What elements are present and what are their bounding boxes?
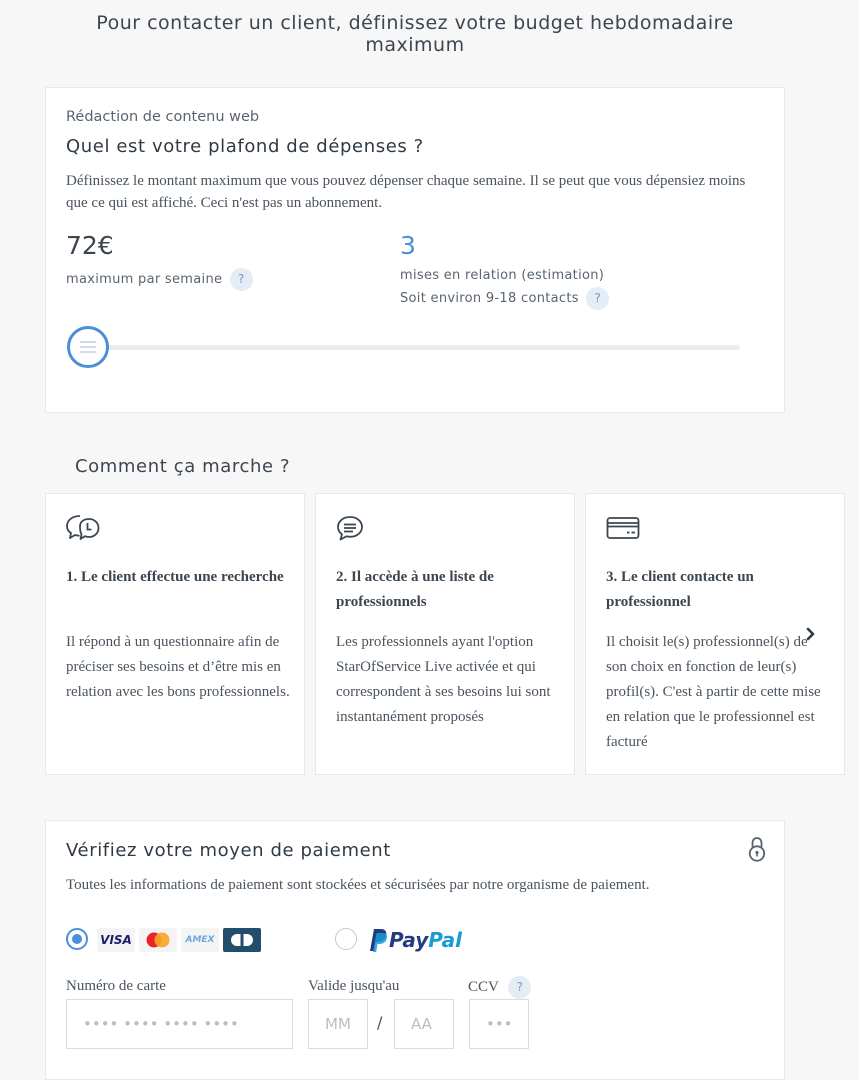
- paypal-logo-pal: Pal: [428, 928, 463, 952]
- contacts-count: 3: [400, 231, 416, 260]
- expiry-label: Valide jusqu'au: [308, 978, 400, 994]
- step-title: 3. Le client contacte un professionnel: [606, 569, 754, 610]
- contacts-help-icon[interactable]: ?: [586, 287, 609, 310]
- ccv-label: CCV: [468, 978, 499, 995]
- grip-line: [80, 341, 96, 343]
- card-payment-radio[interactable]: [66, 928, 88, 950]
- budget-title: Quel est votre plafond de dépenses ?: [66, 136, 424, 157]
- budget-amount: 72€: [66, 231, 114, 260]
- paypal-radio[interactable]: [335, 928, 357, 950]
- grip-line: [80, 351, 96, 353]
- visa-logo: VISA: [97, 928, 135, 952]
- lock-icon: [748, 836, 766, 862]
- how-it-works-title: Comment ça marche ?: [75, 456, 291, 477]
- grip-line: [80, 346, 96, 348]
- chat-bubbles-icon: [66, 514, 100, 544]
- payment-description: Toutes les informations de paiement sont stockées et sécurisées par notre organisme de paiement.: [66, 877, 650, 893]
- expiry-separator: /: [377, 1013, 383, 1032]
- mastercard-logo: [139, 928, 177, 952]
- step-title: 2. Il accède à une liste de professionnels: [336, 569, 494, 610]
- expiry-month-input[interactable]: [308, 999, 368, 1049]
- ccv-input[interactable]: [469, 999, 529, 1049]
- page-heading: Pour contacter un client, définissez votre budget hebdomadaire maximum: [96, 12, 734, 56]
- paypal-icon: [366, 927, 388, 953]
- chevron-right-icon[interactable]: [800, 622, 822, 646]
- payment-card: [45, 820, 785, 1080]
- contacts-label: mises en relation (estimation): [400, 268, 605, 283]
- paypal-logo-pay: Pay: [389, 928, 429, 952]
- payment-title: Vérifiez votre moyen de paiement: [66, 840, 391, 861]
- steps-carousel: [45, 493, 821, 775]
- amount-help-icon[interactable]: ?: [230, 268, 253, 291]
- budget-description: Définissez le montant maximum que vous pouvez dépenser chaque semaine. Il se peut que vous dépensiez moins que ce qui est affiché. Ceci n'est pas un abonnement.: [66, 173, 746, 211]
- budget-slider-track[interactable]: [86, 345, 740, 350]
- card-number-label: Numéro de carte: [66, 978, 166, 994]
- ccv-help-icon[interactable]: ?: [508, 976, 531, 999]
- budget-slider-handle[interactable]: [67, 326, 109, 368]
- card-number-input[interactable]: [66, 999, 293, 1049]
- amount-label-row: [66, 268, 253, 291]
- amount-label: maximum par semaine: [66, 272, 223, 287]
- amex-logo: AMEX: [181, 928, 219, 952]
- step-text: Les professionnels ayant l'option StarOfService Live activée et qui correspondent à ses besoins lui sont instantanément proposés: [336, 634, 551, 725]
- paypal-logo[interactable]: [389, 928, 462, 952]
- cb-logo: [223, 928, 261, 952]
- category-label: Rédaction de contenu web: [66, 109, 260, 125]
- step-text: Il choisit le(s) professionnel(s) de son choix en fonction de leur(s) profil(s). C'est à partir de cette mise en relation que le professionnel est facturé: [606, 634, 821, 750]
- budget-card: [45, 87, 785, 413]
- cb-card-icon: [223, 928, 261, 952]
- contacts-range: Soit environ 9-18 contacts: [400, 291, 579, 306]
- step-card: [45, 493, 305, 775]
- expiry-year-input[interactable]: [394, 999, 454, 1049]
- step-title: 1. Le client effectue une recherche: [66, 569, 284, 585]
- contacts-range-row: [400, 287, 609, 310]
- step-card: [315, 493, 575, 775]
- mastercard-circles-icon: [139, 928, 177, 952]
- message-icon: [336, 514, 370, 544]
- ccv-label-row: [468, 976, 531, 999]
- step-text: Il répond à un questionnaire afin de préciser ses besoins et d’être mis en relation avec les bons professionnels.: [66, 634, 290, 700]
- credit-card-icon: [606, 514, 640, 544]
